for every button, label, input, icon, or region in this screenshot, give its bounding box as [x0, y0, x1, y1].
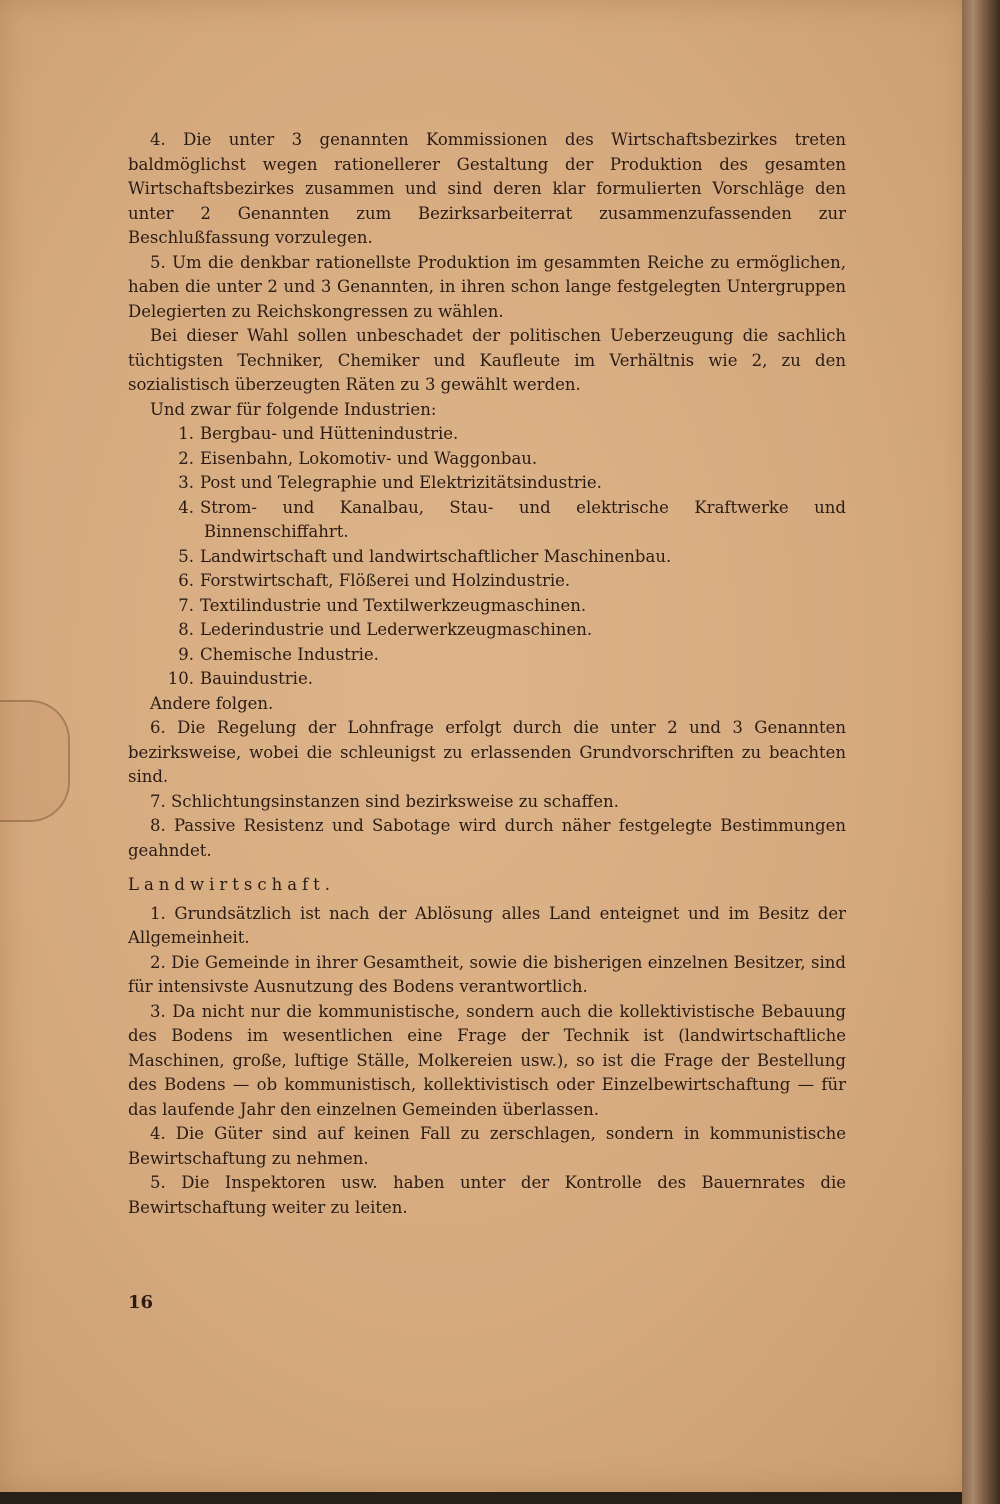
agri-paragraph-4: 4. Die Güter sind auf keinen Fall zu zerschlagen, sondern in kommunistische Bewirtschaftung zu nehmen. — [128, 1124, 846, 1168]
list-item: 5. Landwirtschaft und landwirtschaftlicher Maschinenbau. — [178, 546, 672, 566]
agri-paragraph-3: 3. Da nicht nur die kommunistische, sondern auch die kollektivistische Bebauung des Bodens im wesentlichen eine Frage der Technik ist (landwirtschaftliche Maschinen, große, luftige Ställe, Molkereien usw.), so ist die Frage der Bestellung des Bodens — ob kommunistisch, kollektivistisch oder Einzelbewirtschaftung — für das laufende Jahr den einzelnen Gemeinden überlassen. — [128, 1001, 846, 1119]
paragraph-6: 6. Die Regelung der Lohnfrage erfolgt durch die unter 2 und 3 Genannten bezirksweise, wobei die schleunigst zu erlassenden Grundvorschriften zu beachten sind. — [128, 718, 846, 786]
list-item: 10. Bauindustrie. — [167, 669, 313, 688]
paragraph-5: 5. Um die denkbar rationellste Produktion im gesammten Reiche zu ermöglichen, haben die unter 2 und 3 Genannten, in ihren schon lange festgelegten Untergruppen Delegierten zu Reichskongressen zu wählen. — [128, 252, 846, 321]
agri-paragraph-2: 2. Die Gemeinde in ihrer Gesamtheit, sowie die bisherigen einzelnen Besitzer, sind für intensivste Ausnutzung des Bodens verantwortlich. — [128, 952, 846, 996]
book-spine-edge — [962, 0, 1000, 1504]
paragraph-8: 8. Passive Resistenz und Sabotage wird durch näher festgelegte Bestimmungen geahndet. — [128, 816, 846, 860]
list-item: 1. Bergbau- und Hüttenindustrie. — [178, 424, 459, 443]
paragraph-andere: Andere folgen. — [150, 693, 274, 713]
list-item: 6. Forstwirtschaft, Flößerei und Holzindustrie. — [178, 571, 571, 590]
page-text — [128, 128, 846, 1220]
page-number: 16 — [128, 1292, 154, 1313]
list-item: 7. Textilindustrie und Textilwerkzeugmaschinen. — [178, 595, 587, 615]
list-item: 8. Lederindustrie und Lederwerkzeugmaschinen. — [178, 620, 593, 639]
list-item: 3. Post und Telegraphie und Elektrizitätsindustrie. — [178, 473, 602, 492]
agri-paragraph-1: 1. Grundsätzlich ist nach der Ablösung alles Land enteignet und im Besitz der Allgemeinheit. — [128, 903, 846, 947]
paragraph-5-industries-intro: Und zwar für folgende Industrien: — [150, 399, 437, 419]
page-tab-notch — [0, 700, 70, 822]
paragraph-5-election: Bei dieser Wahl sollen unbeschadet der politischen Ueberzeugung die sachlich tüchtigsten Techniker, Chemiker und Kaufleute im Verhältnis wie 2, zu den sozialistisch überzeugten Räten zu 3 gewählt werden. — [128, 326, 846, 394]
paragraph-7: 7. Schlichtungsinstanzen sind bezirksweise zu schaffen. — [150, 791, 619, 811]
paragraph-4: 4. Die unter 3 genannten Kommissionen des Wirtschaftsbezirkes treten baldmöglichst wegen rationellerer Gestaltung der Produktion des gesamten Wirtschaftsbezirkes zusammen und sind deren klar formulierten Vorschläge den unter 2 Genannten zum Bezirksarbeiterrat zusammenzufassenden zur Beschlußfassung vorzulegen. — [128, 130, 846, 247]
agri-paragraph-5: 5. Die Inspektoren usw. haben unter der Kontrolle des Bauernrates die Bewirtschaftung weiter zu leiten. — [128, 1173, 846, 1217]
list-item: 4. Strom- und Kanalbau, Stau- und elektrische Kraftwerke und Binnenschiffahrt. — [178, 497, 846, 541]
list-item: 2. Eisenbahn, Lokomotiv- und Waggonbau. — [178, 448, 538, 468]
industry-list — [166, 422, 846, 692]
list-item: 9. Chemische Industrie. — [178, 644, 379, 664]
section-heading: Landwirtschaft. — [128, 875, 336, 894]
